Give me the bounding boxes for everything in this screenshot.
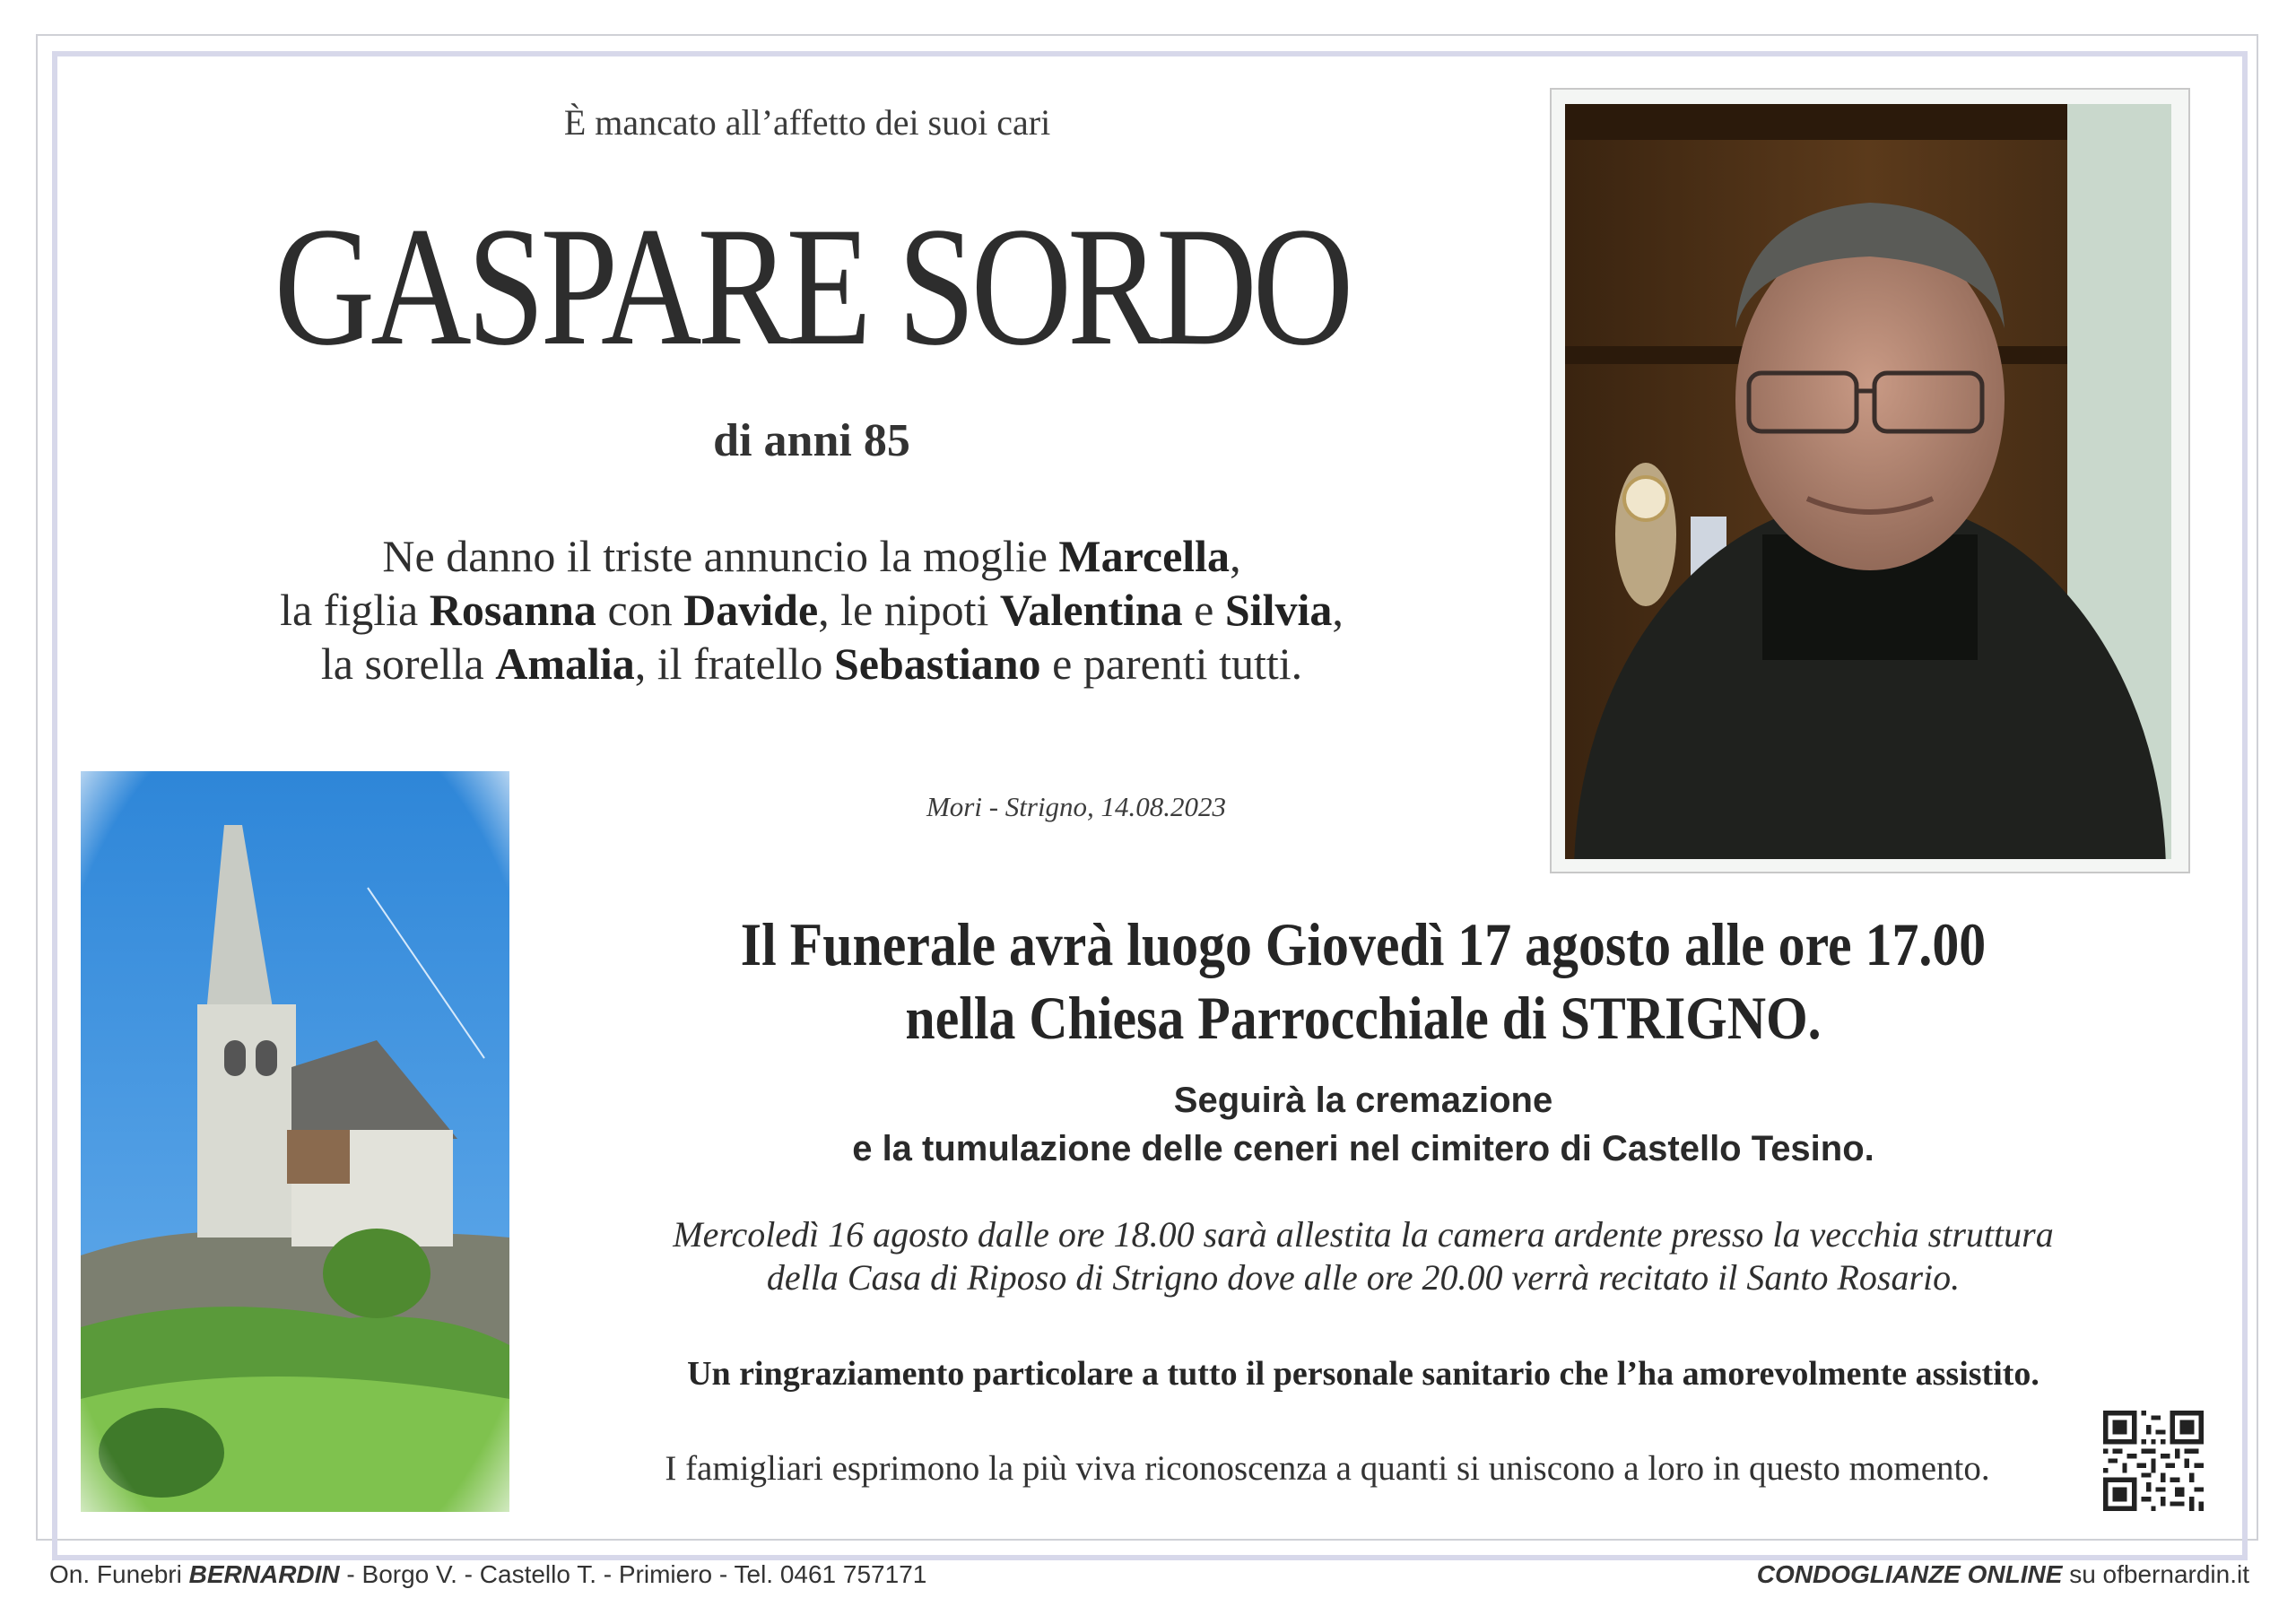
portrait-illustration: [1565, 104, 2171, 859]
name-valentina: Valentina: [999, 585, 1183, 635]
text-span: , il fratello: [634, 638, 834, 689]
announcement: [108, 529, 1516, 690]
name-davide: Davide: [683, 585, 819, 635]
condolences-site: su ofbernardin.it: [2062, 1560, 2249, 1588]
funeral-line-1: Il Funerale avrà luogo Giovedì 17 agosto alle ore 17.00: [740, 910, 1987, 978]
cremation-line-1: Seguirà la cremazione: [1173, 1081, 1553, 1120]
announcement-line-1: [108, 529, 1516, 583]
place-date: Mori - Strigno, 14.08.2023: [926, 791, 1227, 822]
intro-text: È mancato all’affetto dei suoi cari: [563, 102, 1051, 143]
text-span: , le nipoti: [818, 585, 1000, 635]
portrait-photo: [1565, 104, 2171, 859]
name-silvia: Silvia: [1224, 585, 1333, 635]
church-photo: [81, 771, 509, 1512]
footer-funeral-home: [49, 1560, 926, 1589]
text-span: la sorella: [320, 638, 496, 689]
text-span: con: [596, 585, 684, 635]
funeral-info: [653, 908, 2074, 1055]
age-text: di anni 85: [713, 415, 910, 466]
name-marcella: Marcella: [1058, 531, 1231, 581]
funeral-home-name: BERNARDIN: [188, 1560, 340, 1588]
cremation-info: [628, 1076, 2099, 1173]
name-rosanna: Rosanna: [429, 585, 596, 635]
chapel-line-2: della Casa di Riposo di Strigno dove alle ore 20.00 verrà recitato il Santo Rosario.: [766, 1257, 1961, 1298]
chapel-line-1: Mercoledì 16 agosto dalle ore 18.00 sarà allestita la camera ardente presso la vecchia struttura: [673, 1214, 2054, 1255]
text-span: e parenti tutti.: [1040, 638, 1303, 689]
text-span: ,: [1230, 531, 1241, 581]
text-span: Ne danno il triste annuncio la moglie: [382, 531, 1059, 581]
announcement-line-3: [108, 637, 1516, 690]
footer-condolences[interactable]: [1757, 1560, 2249, 1589]
deceased-name: GASPARE SORDO: [274, 193, 1350, 381]
name-sebastiano: Sebastiano: [833, 638, 1041, 689]
text-span: ,: [1332, 585, 1344, 635]
thanks-family: I famigliari esprimono la più viva riconoscenza a quanti si uniscono a loro in questo momento.: [665, 1449, 1990, 1488]
qr-code-icon[interactable]: [2103, 1411, 2204, 1511]
chapel-info: [556, 1213, 2170, 1299]
text-span: la figlia: [280, 585, 430, 635]
thanks-staff: Un ringraziamento particolare a tutto il personale sanitario che l’ha amorevolmente assistito.: [687, 1355, 2039, 1393]
condolences-label: CONDOGLIANZE ONLINE: [1756, 1560, 2063, 1588]
text-span: On. Funebri: [49, 1560, 189, 1588]
announcement-line-2: [108, 583, 1516, 637]
name-amalia: Amalia: [495, 638, 635, 689]
cremation-line-2: e la tumulazione delle ceneri nel cimitero di Castello Tesino.: [852, 1129, 1874, 1168]
qr-code-graphic: [2103, 1411, 2204, 1511]
funeral-line-2: nella Chiesa Parrocchiale di STRIGNO.: [905, 984, 1822, 1052]
text-span: e: [1182, 585, 1225, 635]
text-span: - Borgo V. - Castello T. - Primiero - Tel. 0461 757171: [339, 1560, 927, 1588]
church-illustration: [81, 771, 509, 1512]
